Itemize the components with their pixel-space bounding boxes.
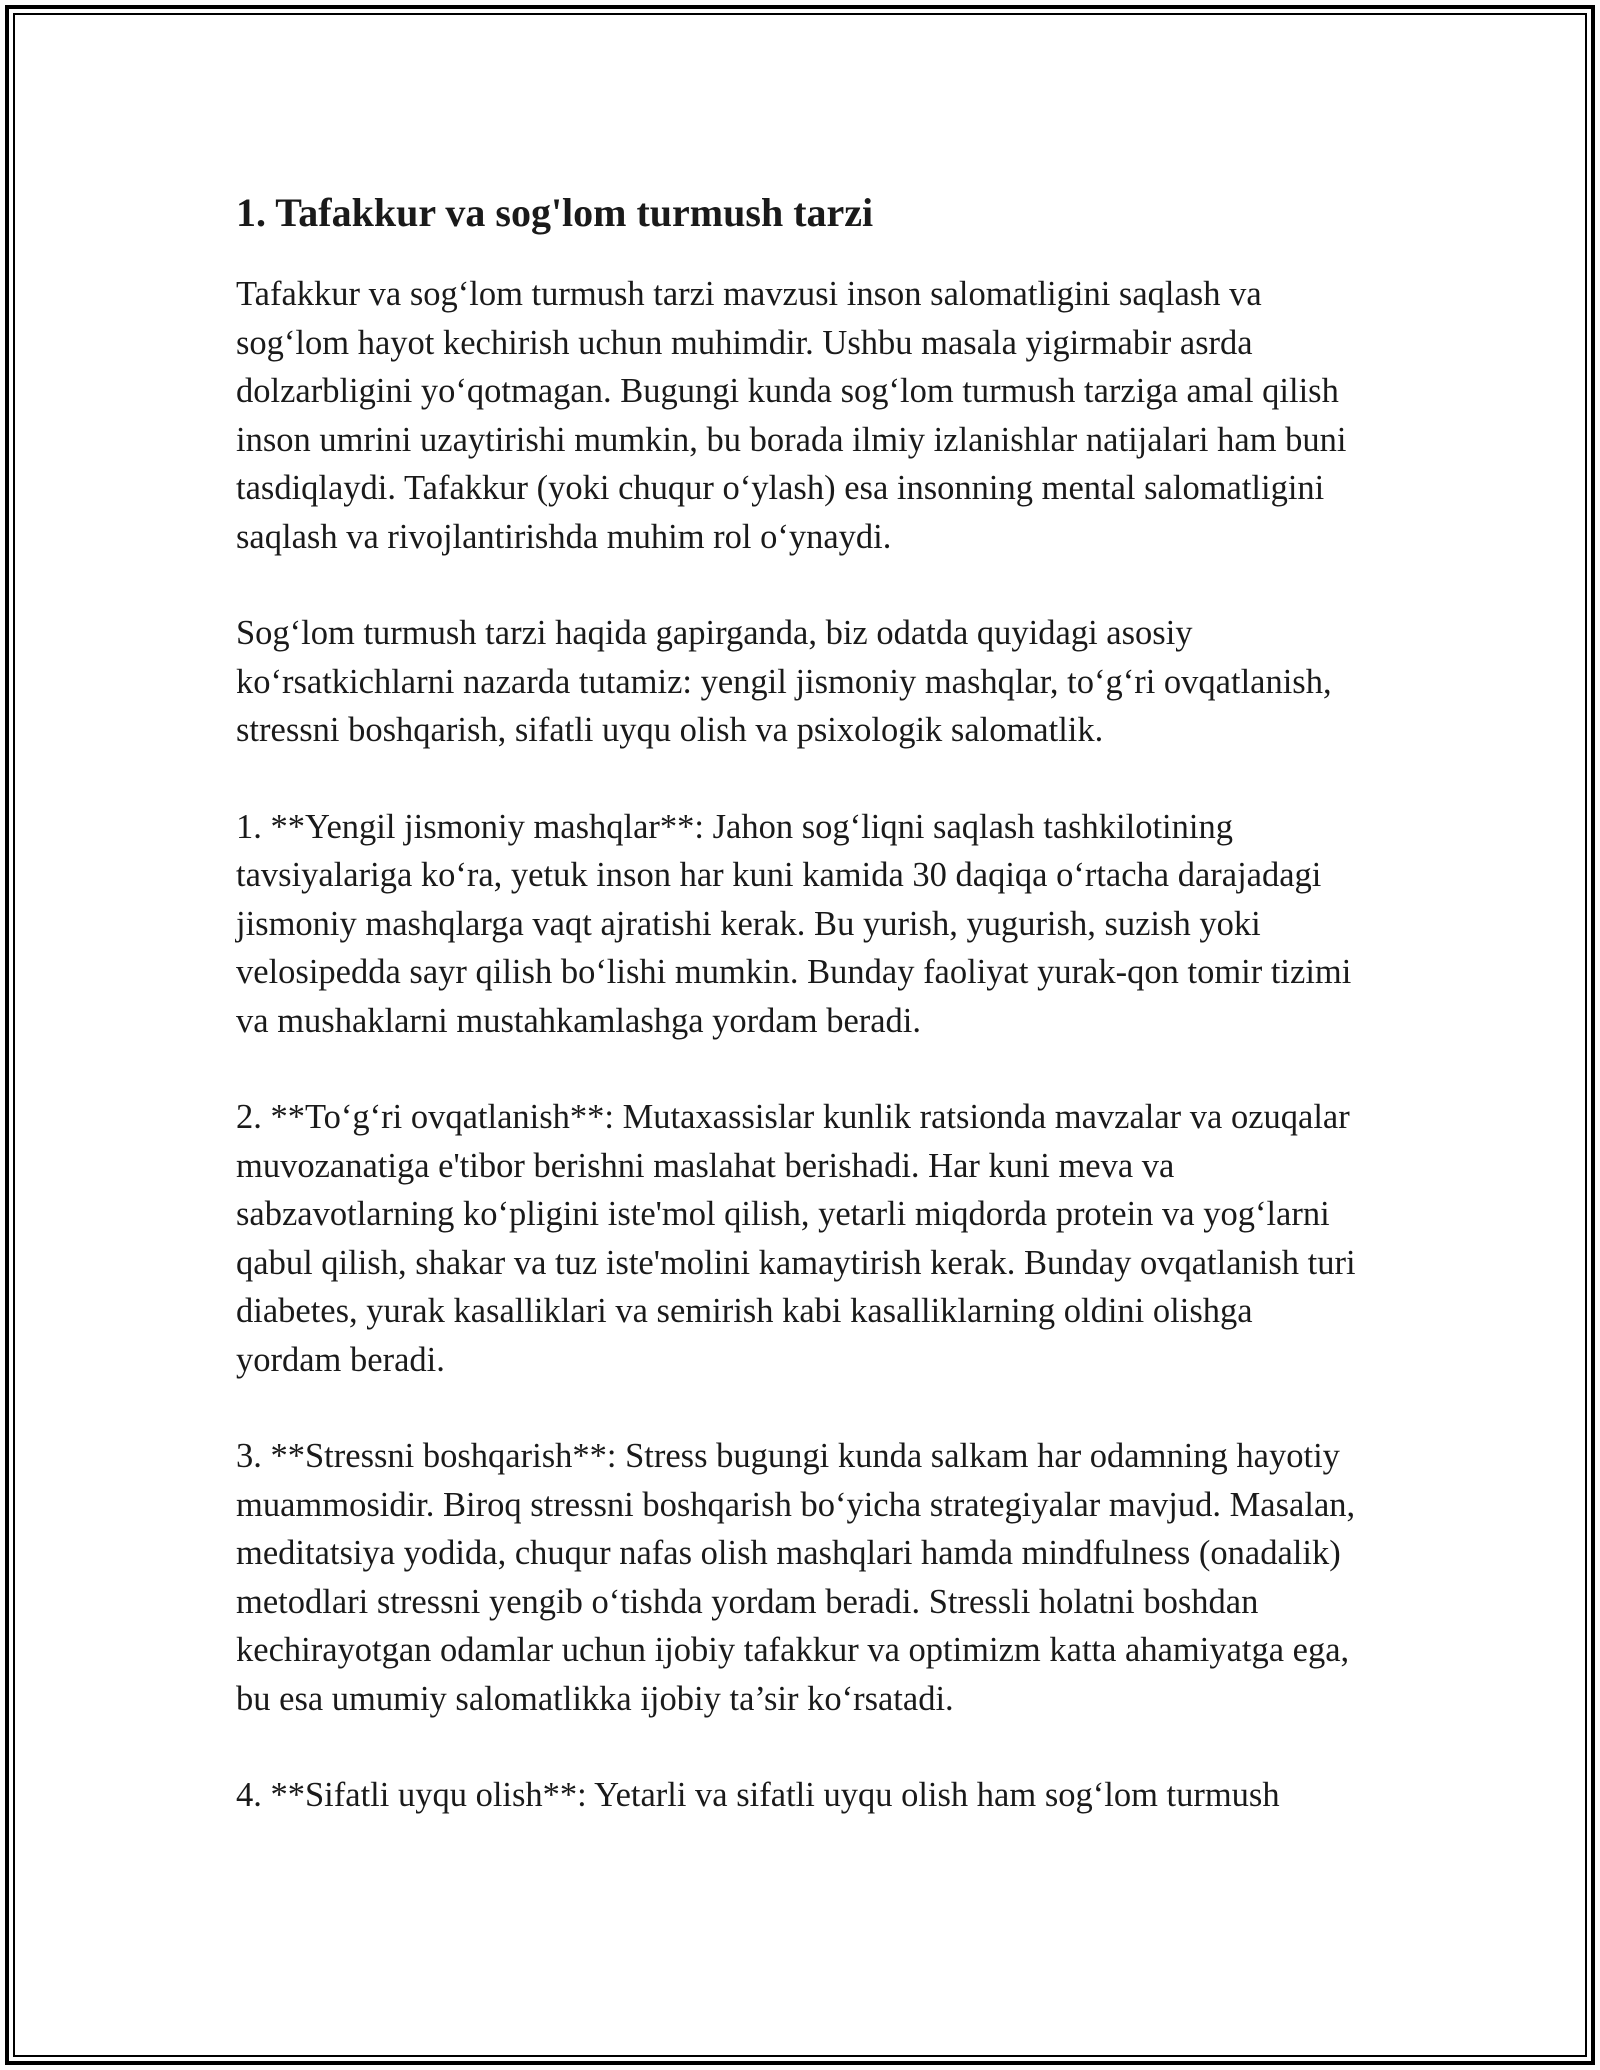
paragraph-intro: Tafakkur va sog‘lom turmush tarzi mavzusi inson salomatligini saqlash va sog‘lom hayot kechirish uchun muhimdir. Ushbu masala yigirmabir asrda dolzarbligini yo‘qotmagan. Bugungi kunda sog‘lom turmush tarziga amal qilish inson umrini uzaytirishi mumkin, bu borada ilmiy izlanishlar natijalari ham buni tasdiqlaydi. Tafakkur (yoki chuqur o‘ylash) esa insonning mental salomatligini saqlash va rivojlantirishda muhim rol o‘ynaydi. — [236, 275, 1347, 556]
paragraph-stress: 3. **Stressni boshqarish**: Stress bugungi kunda salkam har odamning hayotiy muammosidir. Biroq stressni boshqarish bo‘yicha strategiyalar mavjud. Masalan, meditatsiya yodida, chuqur nafas olish mashqlari hamda mindfulness (onadalik) metodlari stressni yengib o‘tishda yordam beradi. Stressli holatni boshdan kechirayotgan odamlar uchun ijobiy tafakkur va optimizm katta ahamiyatga ega, bu esa umumiy salomatlikka ijobiy ta’sir ko‘rsatadi. — [236, 1437, 1356, 1718]
paragraph-nutrition: 2. **To‘g‘ri ovqatlanish**: Mutaxassislar kunlik ratsionda mavzalar va ozuqalar muvozanatiga e'tibor berishni maslahat berishadi. Har kuni meva va sabzavotlarning ko‘pligini iste'mol qilish, yetarli miqdorda protein va yog‘larni qabul qilish, shakar va tuz iste'molini kamaytirish kerak. Bunday ovqatlanish turi diabetes, yurak kasalliklari va semirish kabi kasalliklarning oldini olishga yordam beradi. — [236, 1098, 1356, 1379]
paragraph-indicators: Sog‘lom turmush tarzi haqida gapirganda, biz odatda quyidagi asosiy ko‘rsatkichlarni nazarda tutamiz: yengil jismoniy mashqlar, to‘g‘ri ovqatlanish, stressni boshqarish, sifatli uyqu olish va psixologik salomatlik. — [236, 614, 1332, 749]
document-body — [236, 186, 1366, 1868]
paragraph-sleep: 4. **Sifatli uyqu olish**: Yetarli va sifatli uyqu olish ham sog‘lom turmush — [236, 1776, 1280, 1814]
paragraph-exercise: 1. **Yengil jismoniy mashqlar**: Jahon sog‘liqni saqlash tashkilotining tavsiyalariga ko‘ra, yetuk inson har kuni kamida 30 daqiqa o‘rtacha darajadagi jismoniy mashqlarga vaqt ajratishi kerak. Bu yurish, yugurish, suzish yoki velosipedda sayr qilish bo‘lishi mumkin. Bunday faoliyat yurak-qon tomir tizimi va mushaklarni mustahkamlashga yordam beradi. — [236, 807, 1352, 1040]
document-title: 1. Tafakkur va sog'lom turmush tarzi — [236, 190, 874, 235]
